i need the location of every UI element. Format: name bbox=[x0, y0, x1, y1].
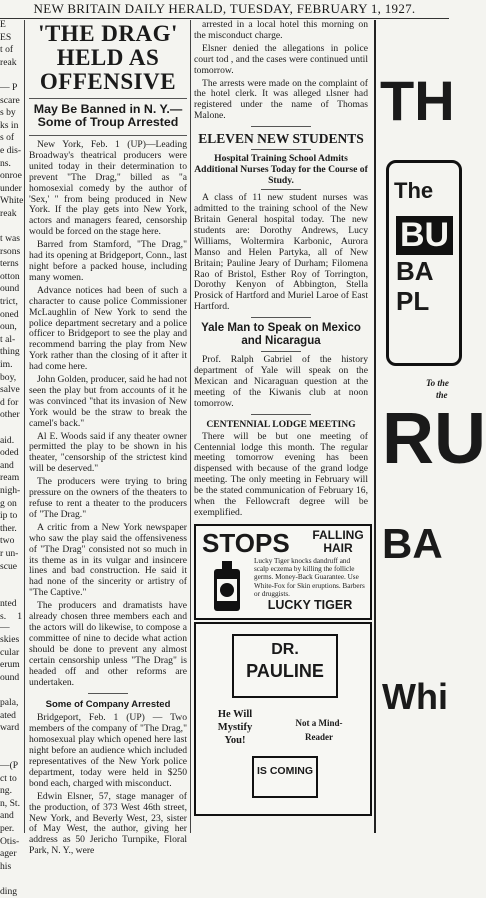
fragment-line: ound bbox=[0, 283, 20, 295]
article-paragraph: The producers and dramatists have already chosen three members each and the actors will do likewise, to compose a committee of nine to decide what action should be done to prevent any almost certain censorship unless "The Drag" is headed off and other reforms are undertaken. bbox=[29, 600, 187, 688]
drag-deck: May Be Banned in N. Y.—Some of Troup Arrested bbox=[33, 102, 183, 129]
local-news-column bbox=[194, 20, 368, 517]
fragment-line: r un- bbox=[0, 547, 19, 559]
ad-dr: DR. bbox=[271, 641, 299, 658]
fragment-line: per. bbox=[0, 823, 15, 834]
fragment-line: scue bbox=[0, 560, 18, 572]
section-rule bbox=[251, 126, 311, 127]
article-paragraph: Bridgeport, Feb. 1 (UP) — Two members of the company of "The Drag," homosexual play which opened here last night before an audience which included representatives of the New York police department, today were held in $250 bond each, charged with misconduct. bbox=[29, 712, 187, 789]
fragment-line: terns bbox=[0, 258, 19, 270]
fragment-line: reak bbox=[0, 207, 17, 219]
students-headline: ELEVEN NEW STUDENTS bbox=[198, 131, 364, 147]
fragment-line: pala, bbox=[0, 697, 19, 709]
tonic-bottle-icon bbox=[204, 559, 250, 613]
ad-mystify: He Will Mystify You! bbox=[217, 709, 253, 746]
drag-article-body bbox=[29, 140, 187, 688]
fragment-line: ng. bbox=[0, 785, 12, 797]
fragment-line: ES bbox=[0, 31, 12, 43]
fragment-line: aid. bbox=[0, 434, 15, 446]
ad-stops-text: STOPS bbox=[202, 528, 290, 558]
fragment-line: and bbox=[0, 810, 14, 822]
article-paragraph: Advance notices had been of such a character to cause police Commissioner McLaughlin of New York to send the police department secretary and a police officer to Bridgeport to see the play and recommend barring the play from New York rather than the closing of it after it had come here. bbox=[29, 284, 187, 373]
fragment-line bbox=[0, 70, 22, 81]
students-deck: Hospital Training School Admits Additional Nurses Today for the Course of Study. bbox=[194, 153, 368, 187]
fragment-line: thing bbox=[0, 346, 20, 358]
left-fragment-lines bbox=[0, 20, 22, 898]
fragment-line: oded bbox=[0, 447, 19, 459]
fragment-line: ound bbox=[0, 671, 20, 683]
ad-text-ba-small: BA bbox=[396, 256, 434, 286]
fragment-line: im. bbox=[0, 359, 13, 371]
drag-article-body-2 bbox=[29, 713, 187, 857]
pauline-name-box bbox=[232, 634, 338, 698]
fragment-line: ip to bbox=[0, 510, 18, 522]
ad-is-coming: IS COMING bbox=[252, 756, 318, 798]
students-body bbox=[194, 193, 368, 313]
article-paragraph: A class of 11 new student nurses was admitted to the training school of the New Britain General hospital today. The new students are: Dorothy Andrews, Lucy Williams, Woltermira Karbonic, Aurora Manso and Helen Partyka, all of New Britain; Pauline Jeary of Durham; Filomena Rao of Bristol, Esther Roy of Torrington, Dorothy Kenyon of Abbington, Stella Prosick of Hartford and Muriel Laroe of East Hartford. bbox=[194, 192, 368, 313]
fragment-line: onroe bbox=[0, 170, 22, 182]
section-rule bbox=[251, 414, 311, 415]
fragment-line: ward bbox=[0, 722, 20, 734]
fragment-line: — P bbox=[0, 81, 18, 93]
fragment-line: trict, bbox=[0, 296, 18, 308]
fragment-line: reak bbox=[0, 56, 17, 68]
fragment-line: otton bbox=[0, 270, 20, 282]
drag-subhead: Some of Company Arrested bbox=[45, 699, 171, 711]
fragment-line: t was bbox=[0, 233, 20, 245]
yale-headline: Yale Man to Speak on Mexico and Nicaragua bbox=[201, 322, 361, 348]
fragment-line: s. 1— bbox=[0, 610, 22, 633]
lodge-headline: CENTENNIAL LODGE MEETING bbox=[206, 418, 356, 430]
fragment-line: skies bbox=[0, 634, 20, 646]
fragment-line: ding bbox=[0, 885, 18, 897]
fragment-line: ream bbox=[0, 472, 20, 484]
fragment-line: ther. bbox=[0, 522, 17, 534]
fragment-line bbox=[0, 574, 22, 585]
fragment-line: salve bbox=[0, 384, 20, 396]
section-rule bbox=[251, 317, 311, 318]
drag-continuation bbox=[194, 20, 368, 122]
fragment-line: cular bbox=[0, 646, 20, 658]
ad-text-th: TH bbox=[380, 69, 455, 132]
fragment-line: s of bbox=[0, 132, 15, 144]
fragment-line bbox=[0, 423, 22, 434]
ad-falling-hair-text: FALLING HAIR bbox=[312, 528, 364, 555]
fragment-line: nigh- bbox=[0, 484, 21, 496]
article-paragraph: The producers were trying to bring pressure on the owners of the theaters to refuse to rent a theater to the producers of "The Drag." bbox=[29, 476, 187, 520]
article-paragraph: There will be but one meeting of Centennial lodge this month. The regular meeting tomorrow evening has been dispensed with because of the grand lodge meeting. The only meeting in February will be the stated communication of February 16, when the Fellowcraft degree will be exemplified. bbox=[194, 430, 368, 518]
fragment-line: nted bbox=[0, 598, 17, 610]
fragment-line bbox=[0, 736, 22, 747]
article-paragraph: Prof. Ralph Gabriel of the history department of Yale will speak on the Mexican and Nicaraguan question at the meeting of the Kiwanis club at noon tomorrow. bbox=[194, 354, 368, 409]
ad-brand: LUCKY TIGER bbox=[267, 598, 353, 612]
dr-pauline-ad bbox=[194, 622, 372, 816]
fragment-line: other bbox=[0, 409, 20, 421]
deck-rule bbox=[261, 189, 301, 190]
article-paragraph: New York, Feb. 1 (UP)—Leading Broadway's theatrical producers were united today in their determination to prevent "The Drag," billed as "a homosexial comedy by the author of 'Sex,' " from being produced in New York. If the play gets into New York, actors and managers feared, censorship would be forced on the stage here. bbox=[29, 139, 187, 238]
fragment-line: E bbox=[0, 19, 6, 30]
fragment-line bbox=[0, 222, 22, 233]
fragment-line: oun, bbox=[0, 321, 17, 333]
fragment-line: White bbox=[0, 195, 24, 207]
fragment-line: ager bbox=[0, 848, 17, 860]
fragment-line: t of bbox=[0, 44, 14, 56]
fragment-line: —(P bbox=[0, 760, 19, 772]
ad-text-to-the: To the bbox=[426, 378, 449, 388]
fragment-line bbox=[0, 587, 22, 598]
ad-text-ba: BA bbox=[382, 520, 443, 567]
article-paragraph: A critic from a New York newspaper who saw the play said the offensiveness of "The Drag" consisted not so much in its theme as in its vulgar and insincere lines and bad construction. He said it had none of the sincerity or artistry of "The Captive." bbox=[29, 521, 187, 599]
ad-text-pl: PL bbox=[396, 286, 430, 316]
ad-pauline-name: PAULINE bbox=[246, 661, 324, 681]
fragment-line: d for bbox=[0, 396, 19, 408]
article-paragraph: The arrests were made on the complaint of the hotel clerk. It was alleged ʟlsner had registered under the name of Thomas Malone. bbox=[194, 77, 368, 122]
fragment-line: and bbox=[0, 459, 14, 471]
fragment-line: rsons bbox=[0, 245, 21, 257]
fragment-line: ns. bbox=[0, 157, 11, 169]
headline-rule bbox=[29, 98, 187, 99]
lodge-body bbox=[194, 432, 368, 519]
fragment-line: erum bbox=[0, 659, 20, 671]
article-paragraph: Barred from Stamford, "The Drag," had its opening at Bridgeport, Conn., last night before a packed house, including many women. bbox=[29, 239, 188, 283]
fragment-line: two bbox=[0, 535, 15, 547]
fragment-line: boy, bbox=[0, 371, 17, 383]
fragment-line bbox=[0, 874, 22, 885]
fragment-line: e dis- bbox=[0, 144, 22, 156]
headline-rule bbox=[261, 351, 301, 352]
fragment-line: ks in bbox=[0, 119, 19, 131]
deck-rule bbox=[29, 135, 187, 136]
sub-rule bbox=[88, 693, 128, 694]
masthead: NEW BRITAIN DAILY HERALD, TUESDAY, FEBRUARY 1, 1927. bbox=[0, 0, 449, 19]
fragment-line: n, St. bbox=[0, 797, 20, 809]
drag-headline: 'THE DRAG' HELD AS OFFENSIVE bbox=[38, 21, 178, 94]
ad-text-whi: Whi bbox=[382, 676, 448, 717]
fragment-line: scare bbox=[0, 94, 20, 106]
lucky-tiger-ad bbox=[194, 524, 372, 620]
article-paragraph: John Golden, producer, said he had not seen the play but from accounts of it he was convinced "that its invasion of New York would be the straw to break the camel's back." bbox=[29, 374, 187, 429]
article-paragraph: Edwin Elsner, 57, stage manager of the production, of 373 West 46th street, New York, and Beverly West, 23, sister of May West, the author, giving her address as 50 Jericho Turnpike, Floral Park, N. Y., were bbox=[29, 790, 187, 857]
fragment-line: oned bbox=[0, 308, 19, 320]
fragment-line: under bbox=[0, 182, 22, 194]
fragment-line: ated bbox=[0, 709, 16, 721]
fragment-line bbox=[0, 748, 22, 759]
column-rule bbox=[24, 20, 25, 833]
ad-text-ru: RU bbox=[382, 399, 486, 479]
ad-not-mind-reader: Not a Mind-Reader bbox=[295, 718, 343, 742]
yale-body bbox=[194, 355, 368, 410]
drag-article-column bbox=[29, 20, 188, 857]
fragment-line bbox=[0, 685, 22, 696]
ad-text-bu: BU bbox=[396, 216, 453, 255]
fragment-line: t al- bbox=[0, 333, 16, 345]
left-fragment-column bbox=[0, 19, 24, 897]
fragment-line: g on bbox=[0, 497, 17, 509]
article-paragraph: Elsner denied the allegations in police court tod , and the cases were continued until tomorrow. bbox=[194, 42, 368, 76]
fragment-line: Otis- bbox=[0, 835, 20, 847]
article-paragraph: arrested in a local hotel this morning on the misconduct charge. bbox=[194, 19, 368, 41]
article-paragraph: Al E. Woods said if any theater owner permitted the play to be shown in his theater, "censorship of the strictest kind will be deserved." bbox=[29, 430, 187, 475]
headline-rule bbox=[251, 149, 311, 150]
right-ad-column bbox=[374, 20, 486, 833]
fragment-line: ct to bbox=[0, 772, 17, 784]
fragment-line: his bbox=[0, 860, 12, 872]
fragment-line: s by bbox=[0, 107, 16, 119]
column-rule bbox=[190, 20, 191, 833]
ad-copy: Lucky Tiger knocks dandruff and scalp eczema by killing the follicle germs. Money-Back Guarantee. Use White-Fox for Skin eruptions. Barbers or druggists. bbox=[254, 557, 365, 598]
ad-text-the: The bbox=[394, 178, 434, 203]
ad-text-the-2: the bbox=[436, 390, 448, 400]
